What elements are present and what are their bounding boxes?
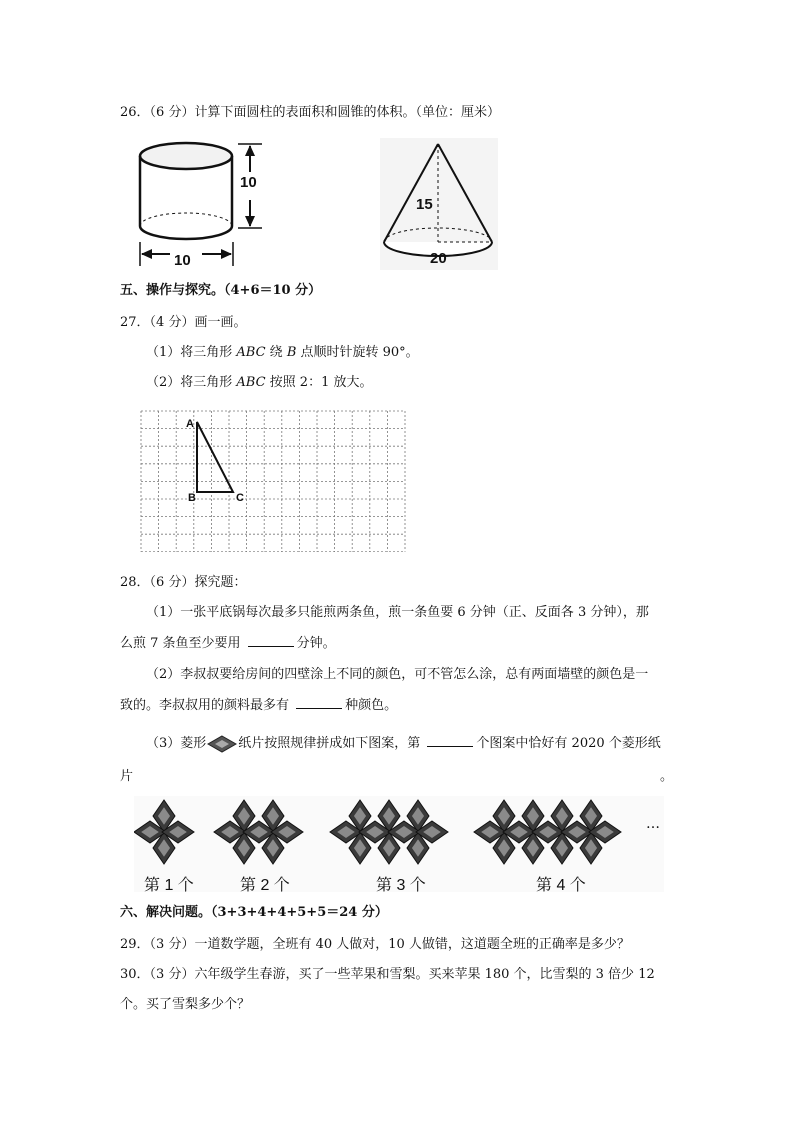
q28-sub2-line2 <box>120 696 397 715</box>
q28-sub1-line2 <box>120 634 336 653</box>
q30-line1: 30．（3 分）六年级学生春游，买了一些苹果和雪梨。买来苹果 180 个，比雪梨的 3 倍少 12 <box>120 967 655 982</box>
grid-figure <box>140 410 408 552</box>
q27-sub1-prefix: （1）将三角形 <box>146 345 237 360</box>
q28-sub3-line2: 片 <box>120 769 134 784</box>
q27-sub1-triangle-name: ABC <box>236 345 266 360</box>
q28-sub3-mid: 纸片按照规律拼成如下图案，第 <box>238 736 425 751</box>
answer-blank-3[interactable] <box>427 734 473 747</box>
section5-title: 五、操作与探究。（4+6＝10 分） <box>120 283 322 298</box>
section6-title: 六、解决问题。（3+3+4+4+5+5＝24 分） <box>120 905 388 920</box>
q28-sub2-line2-suffix: 种颜色。 <box>345 698 398 713</box>
pattern-ellipsis: … <box>646 816 660 832</box>
cone-height-label: 15 <box>416 196 433 213</box>
q28-sub3-prefix: （3）菱形 <box>146 736 207 751</box>
q27-sub2-triangle-name: ABC <box>236 375 266 390</box>
grid-label-c: C <box>236 492 244 504</box>
q28-sub2-line1: （2）李叔叔要给房间的四壁涂上不同的颜色，可不管怎么涂，总有两面墙壁的颜色是一 <box>146 667 649 682</box>
cylinder-diameter-label: 10 <box>174 252 191 269</box>
answer-blank-2[interactable] <box>296 696 342 709</box>
q27-sub2-prefix: （2）将三角形 <box>146 375 237 390</box>
q28-sub3-suffix: 个图案中恰好有 2020 个菱形纸 <box>476 736 661 751</box>
q28-sub1-line1: （1）一张平底锅每次最多只能煎两条鱼，煎一条鱼要 6 分钟（正、反面各 3 分钟），那 <box>146 605 649 620</box>
pattern-label-4: 第 4 个 <box>536 877 586 894</box>
cylinder-figure <box>136 134 270 274</box>
q27-sub2-suffix: 按照 2：1 放大。 <box>265 375 373 390</box>
q27-sub1-point: B <box>286 345 297 360</box>
grid-label-a: A <box>186 418 194 430</box>
q27-sub2 <box>146 374 373 392</box>
pattern-label-1: 第 1 个 <box>144 877 194 894</box>
pattern-label-2: 第 2 个 <box>240 877 290 894</box>
q28-sub1-line2-prefix: 么煎 7 条鱼至少要用 <box>120 636 245 651</box>
answer-blank-1[interactable] <box>248 634 294 647</box>
q30-line2: 个。买了雪梨多少个？ <box>120 997 251 1012</box>
q28-sub1-line2-suffix: 分钟。 <box>296 636 336 651</box>
rhombus-icon <box>207 735 237 753</box>
q29-text: 29．（3 分）一道数学题，全班有 40 人做对，10 人做错，这道题全班的正确率是多少？ <box>120 937 630 952</box>
pattern-label-3: 第 3 个 <box>376 877 426 894</box>
cylinder-height-label: 10 <box>240 174 257 191</box>
q27-text: 27．（4 分）画一画。 <box>120 315 247 330</box>
q26-text: 26．（6 分）计算下面圆柱的表面积和圆锥的体积。（单位：厘米） <box>120 105 500 120</box>
grid-label-b: B <box>188 492 196 504</box>
q28-text: 28．（6 分）探究题： <box>120 575 247 590</box>
grid-lines <box>141 411 405 552</box>
q27-sub1-suffix: 点顺时针旋转 90°。 <box>296 345 419 360</box>
q27-sub1-mid: 绕 <box>265 345 287 360</box>
q28-sub3-period: 。 <box>660 769 674 784</box>
q27-sub1 <box>146 344 419 362</box>
q28-sub2-line2-prefix: 致的。李叔叔用的颜料最多有 <box>120 698 294 713</box>
cone-diameter-label: 20 <box>430 250 447 267</box>
q28-sub3-line1 <box>146 734 661 753</box>
